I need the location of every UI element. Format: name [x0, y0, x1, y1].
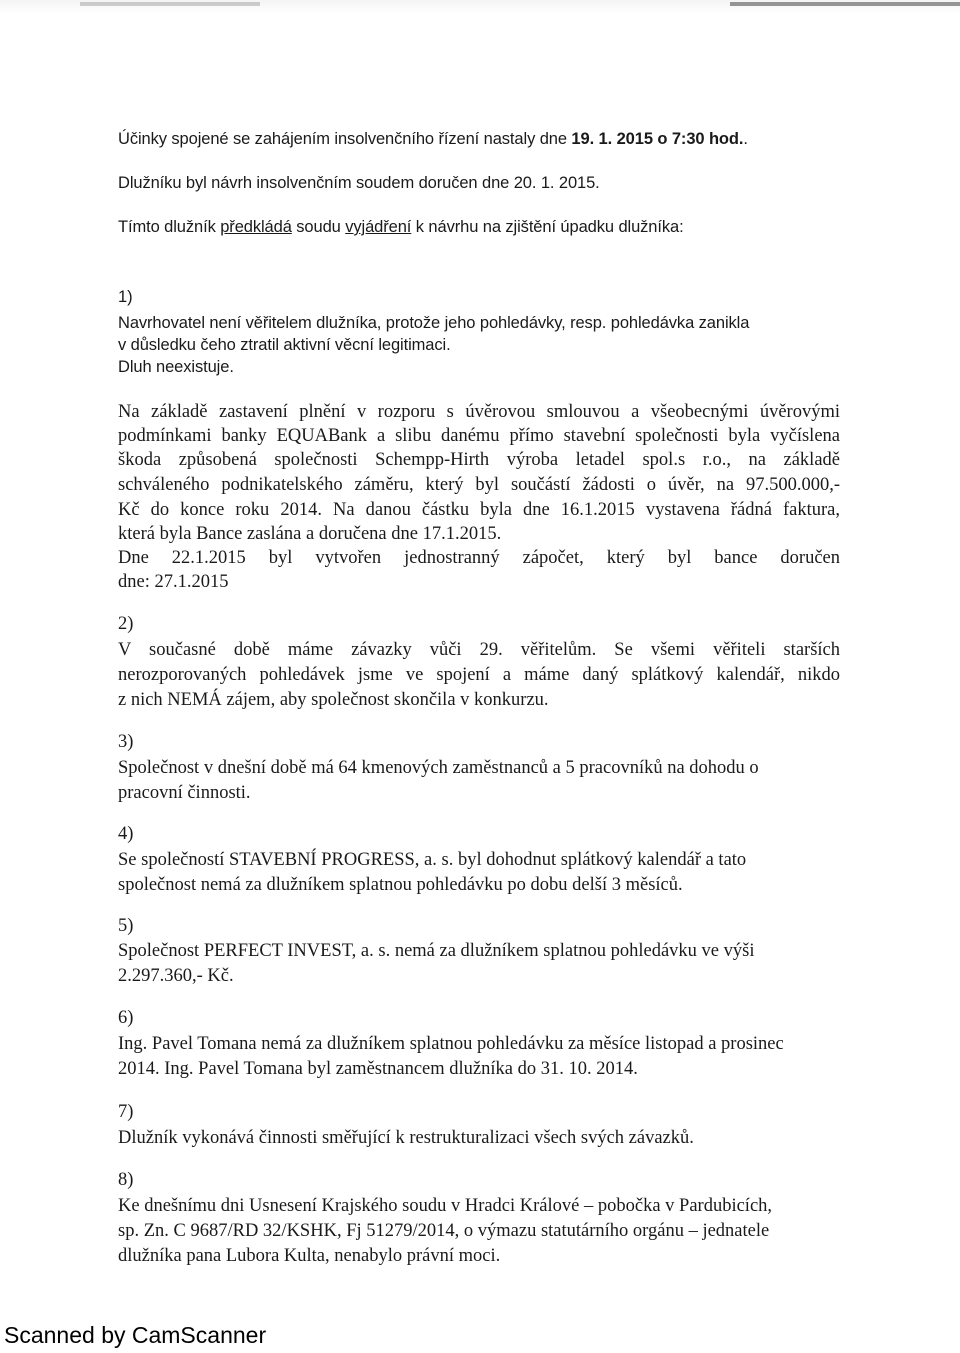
- section-2-line: V současné době máme závazky vůči 29. věřitelům. Se všemi věřiteli starších: [118, 640, 840, 660]
- intro-text: Účinky spojené se zahájením insolvenčního řízení nastaly dne: [118, 130, 572, 148]
- section-2-number: 2): [118, 614, 134, 634]
- section-4-line: Se společností STAVEBNÍ PROGRESS, a. s. byl dohodnut splátkový kalendář a tato: [118, 850, 747, 870]
- section-3-line: pracovní činnosti.: [118, 783, 251, 803]
- section-1-line: Dluh neexistuje.: [118, 358, 234, 376]
- section-1-para-line: Dne 22.1.2015 byl vytvořen jednostranný zápočet, který byl bance doručen: [118, 548, 840, 568]
- section-1-para-line: Kč do konce roku 2014. Na danou částku byla dne 16.1.2015 vystavena řádná faktura,: [118, 500, 840, 520]
- intro-underlined-1: předkládá: [220, 218, 292, 236]
- section-1-para-line: škoda způsobená společnosti Schempp-Hirth výroba letadel spol.s r.o., na základě: [118, 450, 840, 470]
- intro-line-3: [118, 218, 684, 237]
- section-1-para-line: dne: 27.1.2015: [118, 572, 229, 592]
- section-2-line: z nich NEMÁ zájem, aby společnost skončila v konkurzu.: [118, 690, 549, 710]
- section-6-line: Ing. Pavel Tomana nemá za dlužníkem splatnou pohledávku za měsíce listopad a prosinec: [118, 1034, 784, 1054]
- section-7-number: 7): [118, 1102, 134, 1122]
- intro-text-b: soudu: [291, 218, 346, 236]
- section-1-line: Navrhovatel není věřitelem dlužníka, protože jeho pohledávky, resp. pohledávka zanikla: [118, 314, 750, 332]
- section-1-line: v důsledku čeho ztratil aktivní věcní legitimaci.: [118, 336, 451, 354]
- scan-mark-left: [80, 2, 260, 6]
- section-3-line: Společnost v dnešní době má 64 kmenových zaměstnanců a 5 pracovníků na dohodu o: [118, 758, 759, 778]
- intro-period: .: [743, 130, 748, 148]
- section-4-number: 4): [118, 824, 134, 844]
- section-5-line: 2.297.360,- Kč.: [118, 966, 234, 986]
- scanner-watermark: Scanned by CamScanner: [4, 1322, 267, 1348]
- section-8-number: 8): [118, 1170, 134, 1190]
- intro-text-a: Tímto dlužník: [118, 218, 221, 236]
- intro-underlined-2: vyjádření: [345, 218, 412, 236]
- intro-text-c: k návrhu na zjištění úpadku dlužníka:: [411, 218, 684, 236]
- section-6-number: 6): [118, 1008, 134, 1028]
- section-2-line: nerozporovaných pohledávek jsme ve spojení a máme daný splátkový kalendář, nikdo: [118, 665, 840, 685]
- scan-mark-right: [730, 2, 960, 6]
- section-1-para-line: schváleného podnikatelského záměru, který byl součástí žádosti o úvěr, na 97.500.000,-: [118, 475, 840, 495]
- section-1-para-line: která byla Bance zaslána a doručena dne 17.1.2015.: [118, 524, 502, 544]
- section-1-para-line: podmínkami banky EQUABank a slibu danému přímo stavební společnosti byla vyčíslena: [118, 426, 840, 446]
- section-4-line: společnost nemá za dlužníkem splatnou pohledávku po dobu delší 3 měsíců.: [118, 875, 683, 895]
- section-8-line: sp. Zn. C 9687/RD 32/KSHK, Fj 51279/2014, o výmazu statutárního orgánu – jednatele: [118, 1221, 770, 1241]
- section-5-line: Společnost PERFECT INVEST, a. s. nemá za dlužníkem splatnou pohledávku ve výši: [118, 941, 755, 961]
- intro-line-1: [118, 130, 748, 149]
- intro-date-bold: 19. 1. 2015 o 7:30 hod.: [571, 130, 744, 148]
- section-1-para-line: Na základě zastavení plnění v rozporu s úvěrovou smlouvou a všeobecnými úvěrovými: [118, 402, 840, 422]
- section-7-line: Dlužník vykonává činnosti směřující k restrukturalizaci všech svých závazků.: [118, 1128, 694, 1148]
- section-8-line: dlužníka pana Lubora Kulta, nenabylo právní moci.: [118, 1246, 501, 1266]
- section-1-number: 1): [118, 288, 133, 306]
- section-3-number: 3): [118, 732, 134, 752]
- intro-line-2: Dlužníku byl návrh insolvenčním soudem doručen dne 20. 1. 2015.: [118, 174, 600, 192]
- section-8-line: Ke dnešnímu dni Usnesení Krajského soudu v Hradci Králové – pobočka v Pardubicích,: [118, 1196, 773, 1216]
- section-5-number: 5): [118, 916, 134, 936]
- section-6-line: 2014. Ing. Pavel Tomana byl zaměstnancem dlužníka do 31. 10. 2014.: [118, 1059, 638, 1079]
